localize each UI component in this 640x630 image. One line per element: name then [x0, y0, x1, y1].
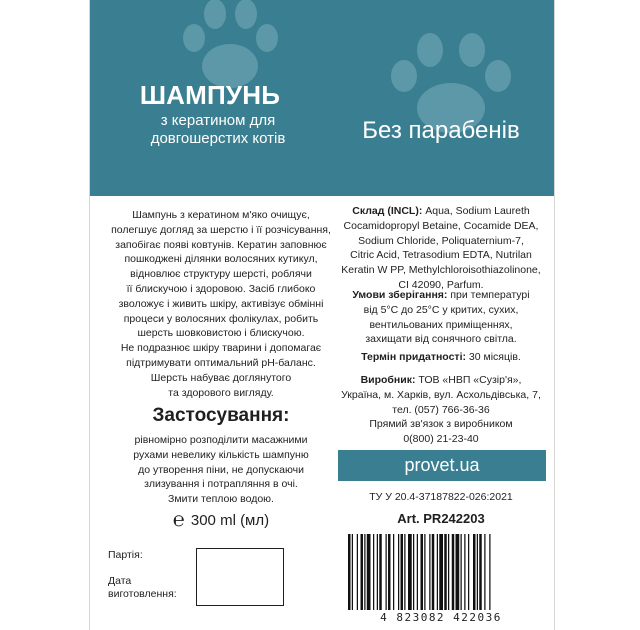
storage-conditions: Умови зберігання: при температурі від 5°С до 25°С у критих, сухих, вентильованих приміщеннях, захищати від сонячного світла. [352, 289, 530, 346]
barcode-bar [393, 534, 394, 610]
manufacturer: Виробник: ТОВ «НВП «Сузір'я», Україна, м. Харків, вул. Асхольдівська, 7, тел. (057) 766-36-36 Прямий зв'язок з виробником 0(800) 21-23-40 [341, 374, 541, 446]
product-label [89, 0, 555, 630]
barcode-bar [352, 534, 353, 610]
barcode-bar [461, 534, 462, 610]
barcode-bar [408, 534, 412, 610]
barcode-bar [421, 534, 424, 610]
barcode-bar [364, 534, 365, 610]
article-number: Art. PR242203 [397, 511, 485, 526]
barcode-bar [373, 534, 374, 610]
manufacture-date-label: Дата виготовлення: [108, 575, 177, 600]
barcode-bar [413, 534, 414, 610]
barcode-bar [448, 534, 449, 610]
barcode [336, 534, 546, 624]
estimated-sign-icon: ℮ [172, 509, 185, 531]
barcode-bar [468, 534, 469, 610]
batch-label: Партія: [108, 549, 143, 561]
barcode-number: 4 823082 422036 [380, 611, 502, 624]
barcode-bar [379, 534, 382, 610]
barcode-bar [377, 534, 378, 610]
barcode-bar [386, 534, 387, 610]
barcode-bar [477, 534, 478, 610]
barcode-bar [432, 534, 435, 610]
barcode-bar [489, 534, 490, 610]
composition: Склад (INCL): Aqua, Sodium Laureth Cocamidopropyl Betaine, Cocamide DEA, Sodium Chloride, Poliquaternium-7, Citric Acid, Tetrasodium EDTA, Nutrilan Keratin W PP, Methylchloroisothiazolinone, CI 42090, Parfum. [341, 205, 541, 291]
barcode-bar [357, 534, 358, 610]
barcode-bar [456, 534, 460, 610]
barcode-bar [348, 534, 351, 610]
barcode-bar [417, 534, 418, 610]
barcode-bar [444, 534, 447, 610]
shelf-life: Термін придатності: 30 місяців. [361, 351, 521, 363]
barcode-bars [336, 534, 546, 612]
barcode-bar [429, 534, 430, 610]
barcode-bar [401, 534, 404, 610]
usage-instructions: рівномірно розподілити масажними рухами невелику кількість шампуню до утворення піни, не допускаючи злизування і потрапляння в очі. Змити теплою водою. [133, 434, 309, 506]
product-subtitle: з кератином для довгошерстих котів [150, 112, 286, 147]
banner [90, 0, 554, 196]
barcode-bar [424, 534, 425, 610]
website-badge: provet.ua [338, 450, 546, 481]
paw-icon [170, 0, 290, 92]
product-description: Шампунь з кератином м'яко очищує, полегшує догляд за шерстю і її розчісування, запобігає появі ковтунів. Кератин заповнює пошкоджені ділянки волосяних кутикул, відновлює структуру шерсті, роблячи її блискучою і здоровою. Засіб глибоко зволожує і живить шкіру, активізує обмінні процеси у волосяних фолікулах, робить шерсть шовковистою і блискучою. Не подразнює шкіру тварини і допомагає підтримувати оптимальний pH-баланс. Шерсть набуває доглянутого та здорового вигляду. [111, 209, 331, 399]
barcode-bar [439, 534, 443, 610]
usage-heading: Застосування: [152, 405, 290, 426]
barcode-bar [464, 534, 465, 610]
barcode-bar [473, 534, 476, 610]
product-title: ШАМПУНЬ [139, 80, 281, 110]
barcode-bar [479, 534, 482, 610]
barcode-bar [404, 534, 405, 610]
barcode-bar [437, 534, 438, 610]
net-volume: ℮ 300 ml (мл) [172, 509, 270, 531]
barcode-bar [398, 534, 399, 610]
barcode-bar [367, 534, 371, 610]
barcode-bar [388, 534, 391, 610]
barcode-bar [484, 534, 485, 610]
technical-spec: ТУ У 20.4-37187822-026:2021 [369, 491, 513, 503]
barcode-bar [452, 534, 455, 610]
barcode-bar [361, 534, 364, 610]
batch-date-box [196, 548, 284, 606]
no-parabens-claim: Без парабенів [362, 117, 520, 144]
